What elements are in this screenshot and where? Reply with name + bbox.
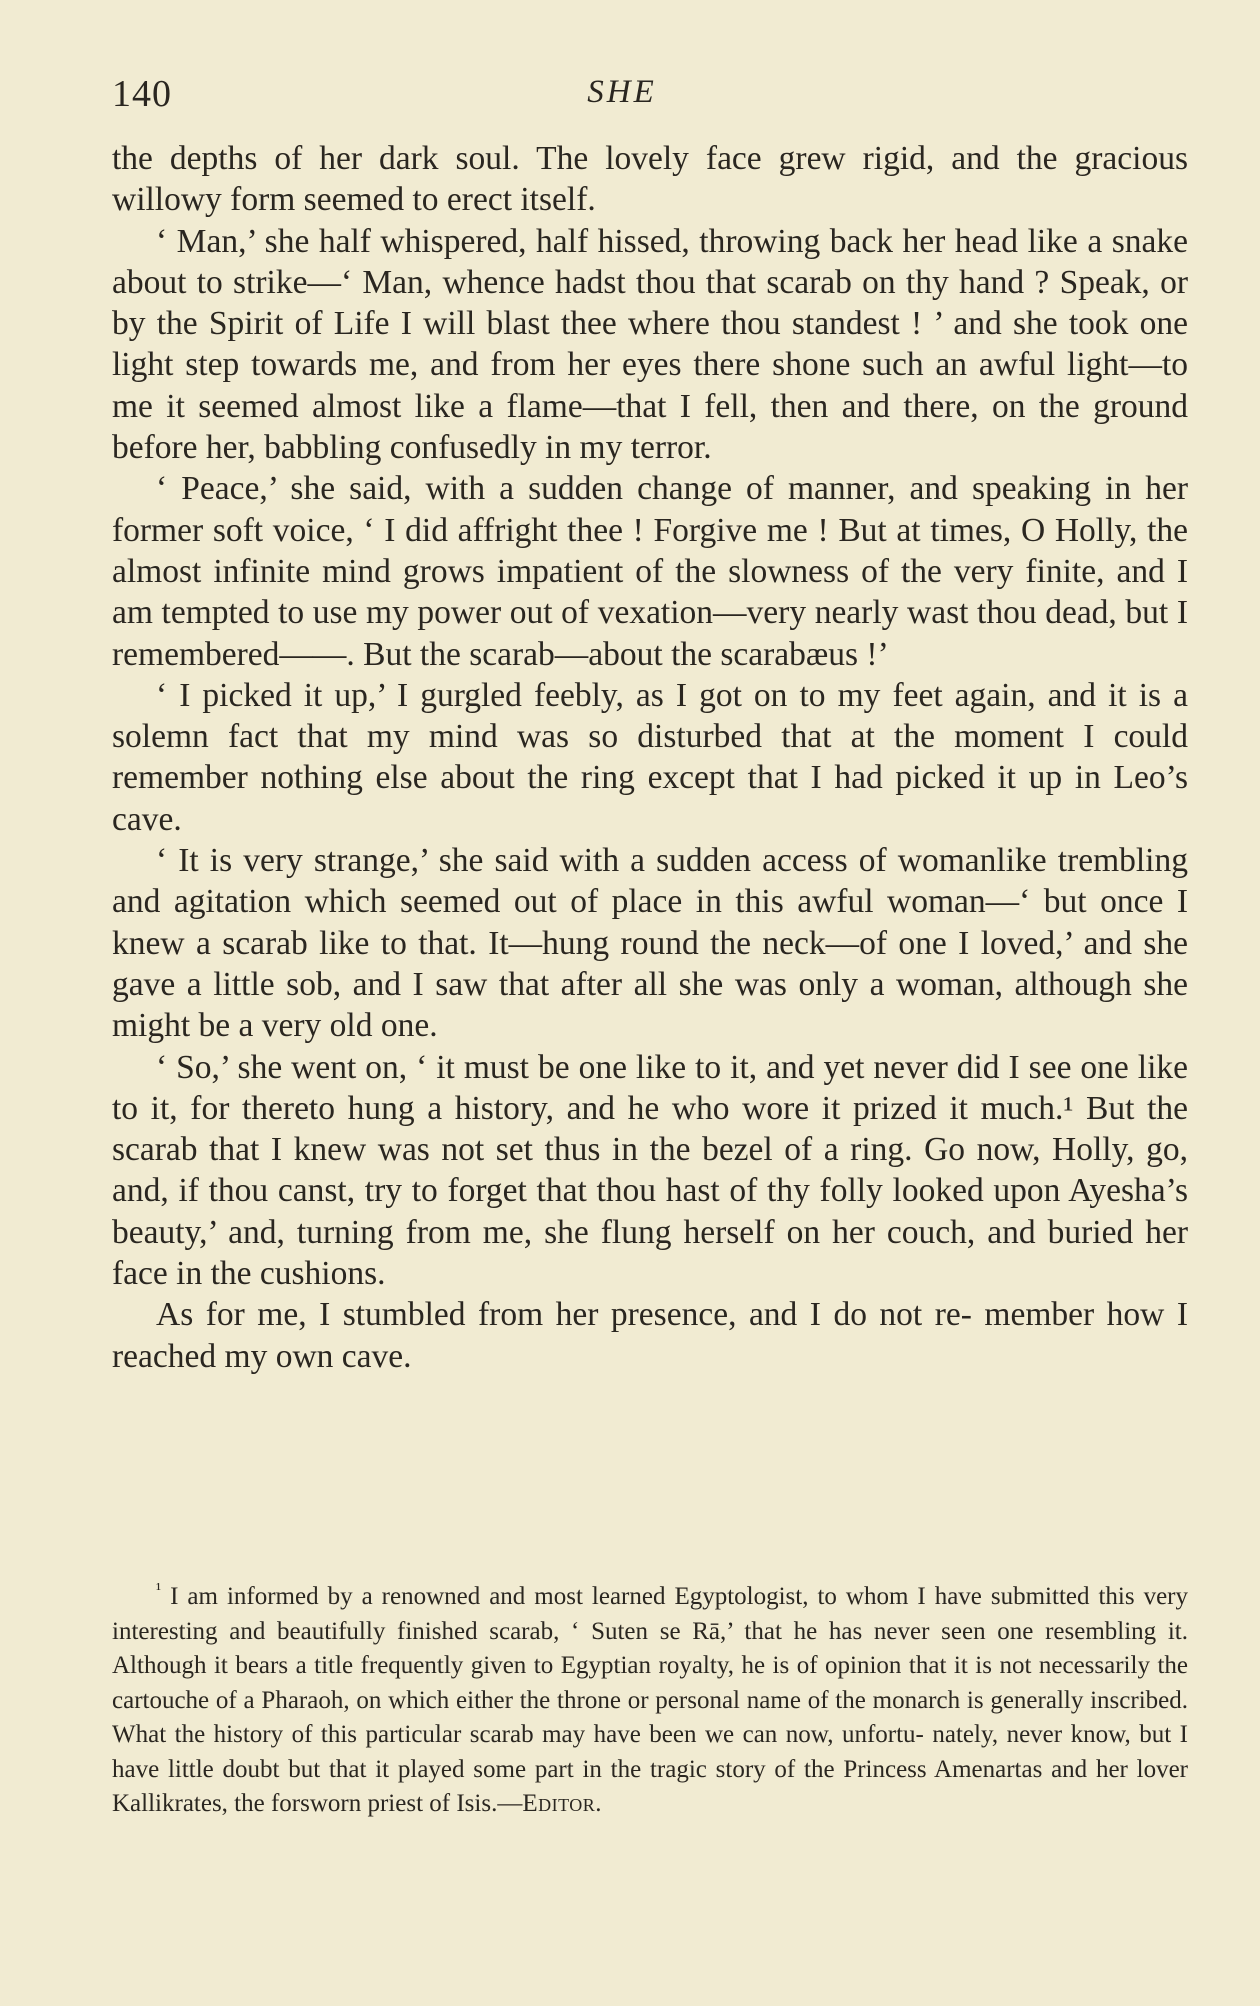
paragraph-7: As for me, I stumbled from her presence, and I do not re- member how I reached my own cave. bbox=[112, 1296, 1188, 1375]
footnote bbox=[112, 1580, 1188, 1822]
footnote-signature: Editor. bbox=[522, 1790, 603, 1817]
paragraph-2: ‘ Man,’ she half whispered, half hissed, throwing back her head like a snake about to strike—‘ Man, whence hadst thou that scarab on thy hand ? Speak, or by the Spirit of Life I will blast thee where thou standest ! ’ and she took one light step towards me, and from her eyes there shone such an awful light—to me it seemed almost like a flame—that I fell, then and there, on the ground before her, babbling confusedly in my terror. bbox=[112, 222, 1188, 467]
body-text bbox=[112, 138, 1188, 1377]
paragraph-1: the depths of her dark soul. The lovely face grew rigid, and the gracious willowy form seemed to erect itself. bbox=[112, 140, 1188, 219]
paragraph-6: ‘ So,’ she went on, ‘ it must be one like to it, and yet never did I see one like to it, for thereto hung a history, and he who wore it prized it much.¹ But the scarab that I knew was not set thus in the bezel of a ring. Go now, Holly, go, and, if thou canst, try to forget that thou hast of thy folly looked upon Ayesha’s beauty,’ and, turning from me, she flung herself on her couch, and buried her face in the cushions. bbox=[112, 1048, 1188, 1293]
paragraph-4: ‘ I picked it up,’ I gurgled feebly, as I got on to my feet again, and it is a solemn fact that my mind was so disturbed that at the moment I could remember nothing else about the ring except that I had picked it up in Leo’s cave. bbox=[112, 676, 1188, 838]
running-title: SHE bbox=[587, 74, 657, 110]
paragraph-5: ‘ It is very strange,’ she said with a sudden access of womanlike trembling and agitation which seemed out of place in this awful woman—‘ but once I knew a scarab like to that. It—hung round the neck—of one I loved,’ and she gave a little sob, and I saw that after all she was only a woman, although she might be a very old one. bbox=[112, 842, 1188, 1045]
footnote-text: I am informed by a renowned and most learned Egyptologist, to whom I have submitted this very interesting and beautifully finished scarab, ‘ Suten se Rā,’ that he has never seen one resembling it. Although it bears a title frequently given to Egyptian royalty, he is of opinion that it is not necessarily the cartouche of a Pharaoh, on which either the throne or personal name of the monarch is generally inscribed. What the history of this particular scarab may have been we can now, unfortu- nately, never know, but I have little doubt but that it played some part in the tragic story of the Princess Amenartas and her lover Kallikrates, the forsworn priest of Isis.— bbox=[112, 1583, 1189, 1817]
running-head bbox=[112, 72, 1192, 122]
footnote-marker: ¹ bbox=[156, 1579, 162, 1599]
paragraph-3: ‘ Peace,’ she said, with a sudden change of manner, and speaking in her former soft voice, ‘ I did affright thee ! Forgive me ! But at times, O Holly, the almost infinite mind grows impatient of the slowness of the very finite, and I am tempted to use my power out of vexation—very nearly wast thou dead, but I remembered——. But the scarab—about the scarabæus !’ bbox=[112, 470, 1188, 673]
page-number: 140 bbox=[112, 73, 172, 115]
